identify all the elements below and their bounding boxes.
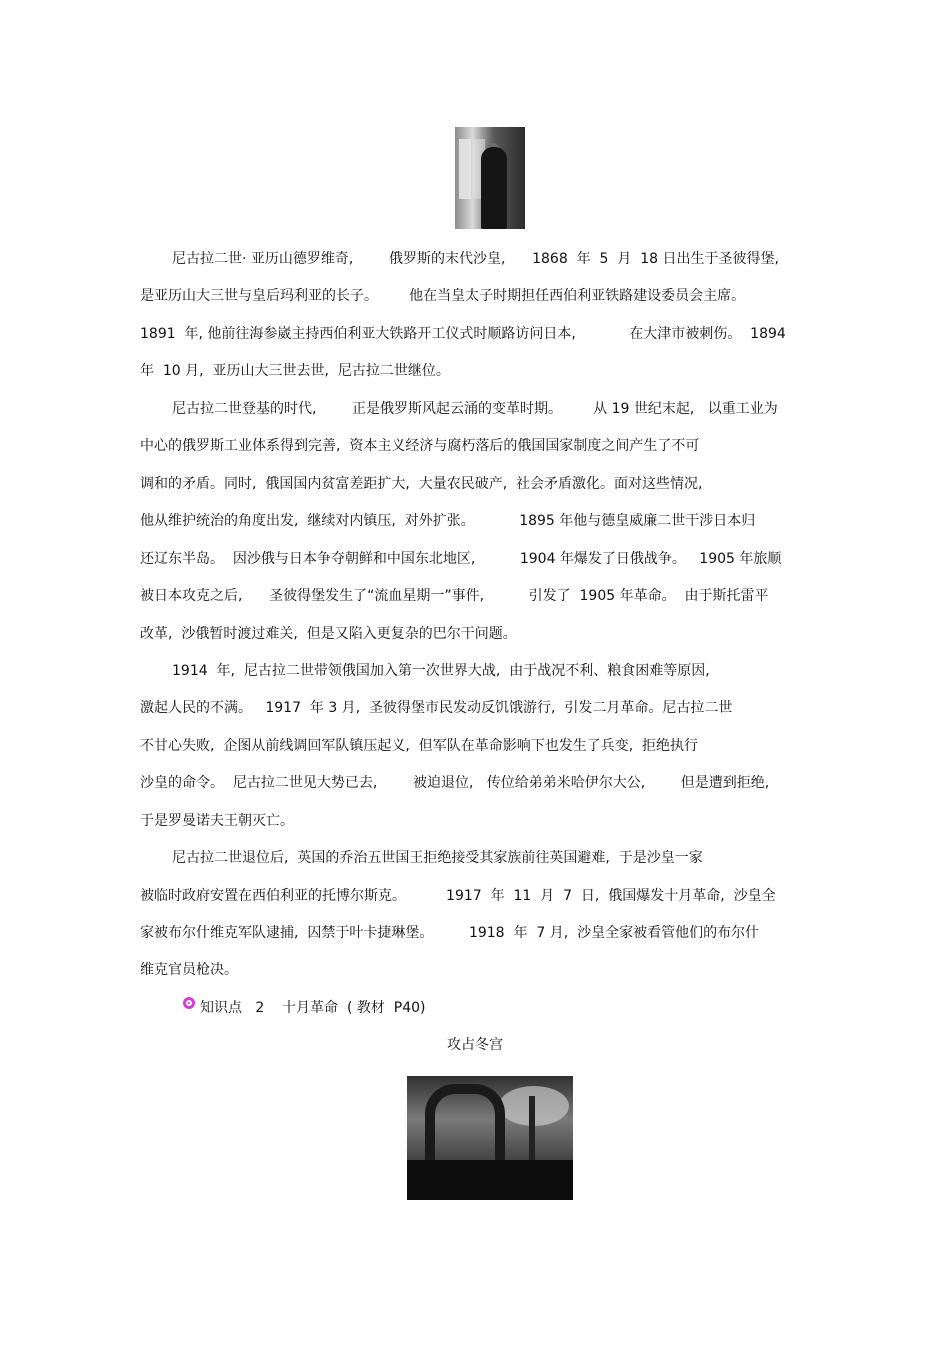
text-line: 调和的矛盾。同时, 俄国国内贫富差距扩大, 大量农民破产, 社会矛盾激化。面对这些情况, (140, 476, 703, 492)
text-line: 于是罗曼诺夫王朝灭亡。 (140, 813, 294, 829)
text-line: 年 10 月, 亚历山大三世去世, 尼古拉二世继位。 (140, 363, 450, 379)
text-line: 他从维护统治的角度出发, 继续对内镇压, 对外扩张。 1895 年他与德皇威廉二世干涉日本归 (140, 513, 756, 529)
section-heading: 知识点 2 十月革命 ( 教材 P40) (200, 1000, 426, 1016)
text-line: 维克官员枪决。 (140, 962, 238, 978)
column-detail (529, 1096, 535, 1166)
text-line: 1914 年, 尼古拉二世带领俄国加入第一次世界大战, 由于战况不利、粮食困难等原因, (172, 663, 710, 679)
window-detail (459, 139, 471, 199)
text-line: 改革, 沙俄暂时渡过难关, 但是又陷入更复杂的巴尔干问题。 (140, 626, 517, 642)
text-line: 被临时政府安置在西伯利亚的托博尔斯克。 1917 年 11 月 7 日, 俄国爆发十月革命, 沙皇全 (140, 888, 776, 904)
target-circle-icon (183, 997, 195, 1009)
text-line: 1891 年, 他前往海参崴主持西伯利亚大铁路开工仪式时顺路访问日本, 在大津市被刺伤。 1894 (140, 326, 786, 342)
text-line: 中心的俄罗斯工业体系得到完善, 资本主义经济与腐朽落后的俄国国家制度之间产生了不可 (140, 438, 700, 454)
text-line: 激起人民的不满。 1917 年 3 月, 圣彼得堡市民发动反饥饿游行, 引发二月革命。尼古拉二世 (140, 700, 733, 716)
crowd-detail (407, 1160, 573, 1200)
text-line: 尼古拉二世登基的时代, 正是俄罗斯风起云涌的变革时期。 从 19 世纪末起, 以重工业为 (172, 401, 778, 417)
image-caption: 攻占冬宫 (447, 1037, 503, 1053)
text-line: 尼古拉二世退位后, 英国的乔治五世国王拒绝接受其家族前往英国避难, 于是沙皇一家 (172, 850, 703, 866)
text-line: 不甘心失败, 企图从前线调回军队镇压起义, 但军队在革命影响下也发生了兵变, 拒绝执行 (140, 738, 699, 754)
portrait-photo (455, 127, 525, 229)
text-line: 沙皇的命令。 尼古拉二世见大势已去, 被迫退位, 传位给弟弟米哈伊尔大公, 但是遭到拒绝, (140, 775, 770, 791)
text-line: 家被布尔什维克军队逮捕, 囚禁于叶卡捷琳堡。 1918 年 7 月, 沙皇全家被看管他们的布尔什 (140, 925, 760, 941)
text-line: 是亚历山大三世与皇后玛利亚的长子。 他在当皇太子时期担任西伯利亚铁路建设委员会主席。 (140, 288, 746, 304)
storming-illustration (407, 1076, 573, 1200)
text-line: 还辽东半岛。 因沙俄与日本争夺朝鲜和中国东北地区, 1904 年爆发了日俄战争。 1905 年旅顺 (140, 551, 782, 567)
text-line: 尼古拉二世· 亚历山德罗维奇, 俄罗斯的末代沙皇, 1868 年 5 月 18 日出生于圣彼得堡, (172, 251, 779, 267)
text-line: 被日本攻克之后, 圣彼得堡发生了“流血星期一”事件, 引发了 1905 年革命。 由于斯托雷平 (140, 588, 769, 604)
figure-body (481, 147, 507, 229)
